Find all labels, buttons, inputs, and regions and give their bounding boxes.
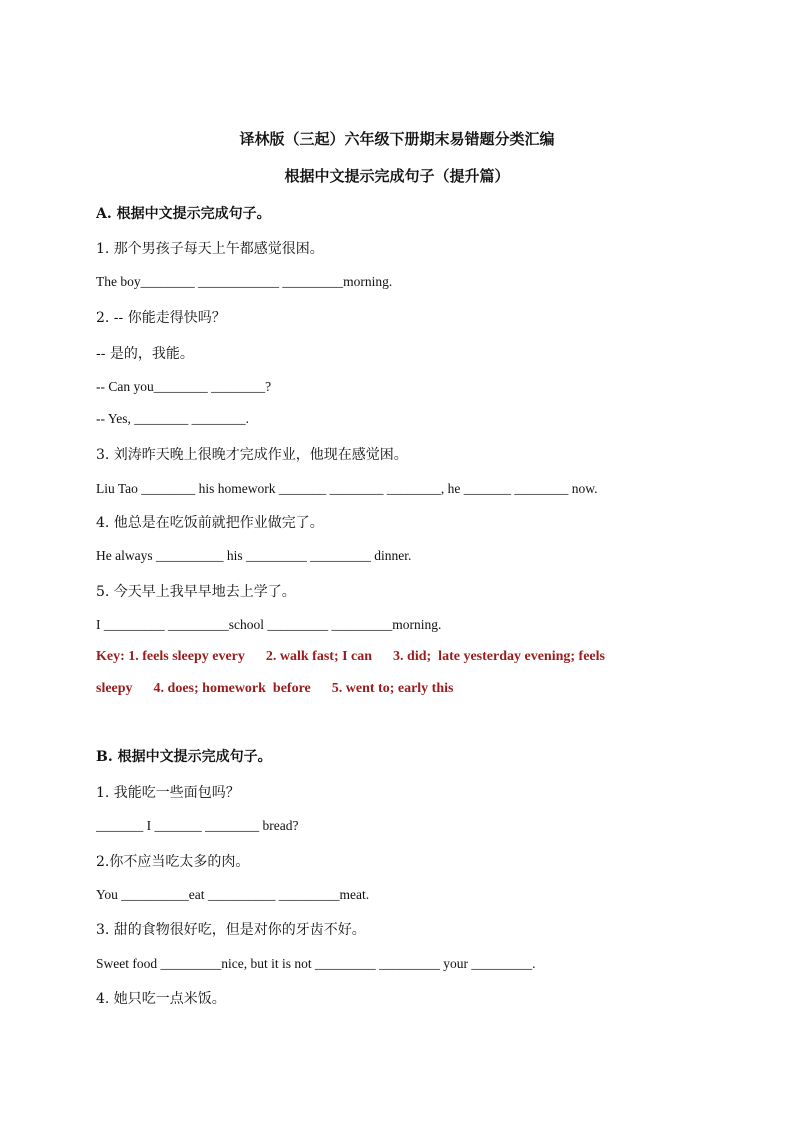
question-a3-sentence: Liu Tao ________ his homework _______ ________ ________, he _______ ________ now. [96, 481, 598, 496]
question-b4-prompt: 4. 她只吃一点米饭。 [96, 991, 226, 1007]
question-b3-prompt: 3. 甜的食物很好吃，但是对你的牙齿不好。 [96, 922, 366, 938]
question-a1-sentence: The boy________ ____________ _________morning. [96, 274, 393, 289]
question-a2-prompt: 2. -- 你能走得快吗？ [96, 310, 226, 326]
question-a5-sentence: I _________ _________school _________ _________morning. [96, 617, 442, 632]
answer-key-line-2: sleepy 4. does; homework before 5. went to; early this [96, 681, 454, 696]
answer-key-line-1: Key: 1. feels sleepy every 2. walk fast; I can 3. did; late yesterday evening; feels [96, 649, 605, 664]
question-a4-prompt: 4. 他总是在吃饭前就把作业做完了。 [96, 515, 324, 531]
question-a2-prompt-reply: -- 是的，我能。 [96, 346, 194, 362]
section-b-heading: B. 根据中文提示完成句子。 [96, 749, 272, 765]
document-subtitle: 根据中文提示完成句子（提升篇） [284, 167, 510, 185]
question-a2-sentence-question: -- Can you________ ________? [96, 379, 272, 394]
question-a4-sentence: He always __________ his _________ _________ dinner. [96, 548, 412, 563]
question-a3-prompt: 3. 刘涛昨天晚上很晚才完成作业，他现在感觉困。 [96, 447, 408, 463]
question-a1-prompt: 1. 那个男孩子每天上午都感觉很困。 [96, 241, 324, 257]
question-a5-prompt: 5. 今天早上我早早地去上学了。 [96, 584, 296, 600]
section-a-heading: A. 根据中文提示完成句子。 [96, 206, 271, 222]
question-b2-sentence: You __________eat __________ _________meat. [96, 887, 370, 902]
question-b1-prompt: 1. 我能吃一些面包吗？ [96, 785, 240, 801]
question-b1-sentence: _______ I _______ ________ bread? [96, 818, 299, 833]
question-b3-sentence: Sweet food _________nice, but it is not _________ _________ your _________. [96, 956, 536, 971]
question-b2-prompt: 2.你不应当吃太多的肉。 [96, 854, 250, 870]
question-a2-sentence-answer: -- Yes, ________ ________. [96, 411, 250, 426]
document-title: 译林版（三起）六年级下册期末易错题分类汇编 [239, 130, 555, 148]
